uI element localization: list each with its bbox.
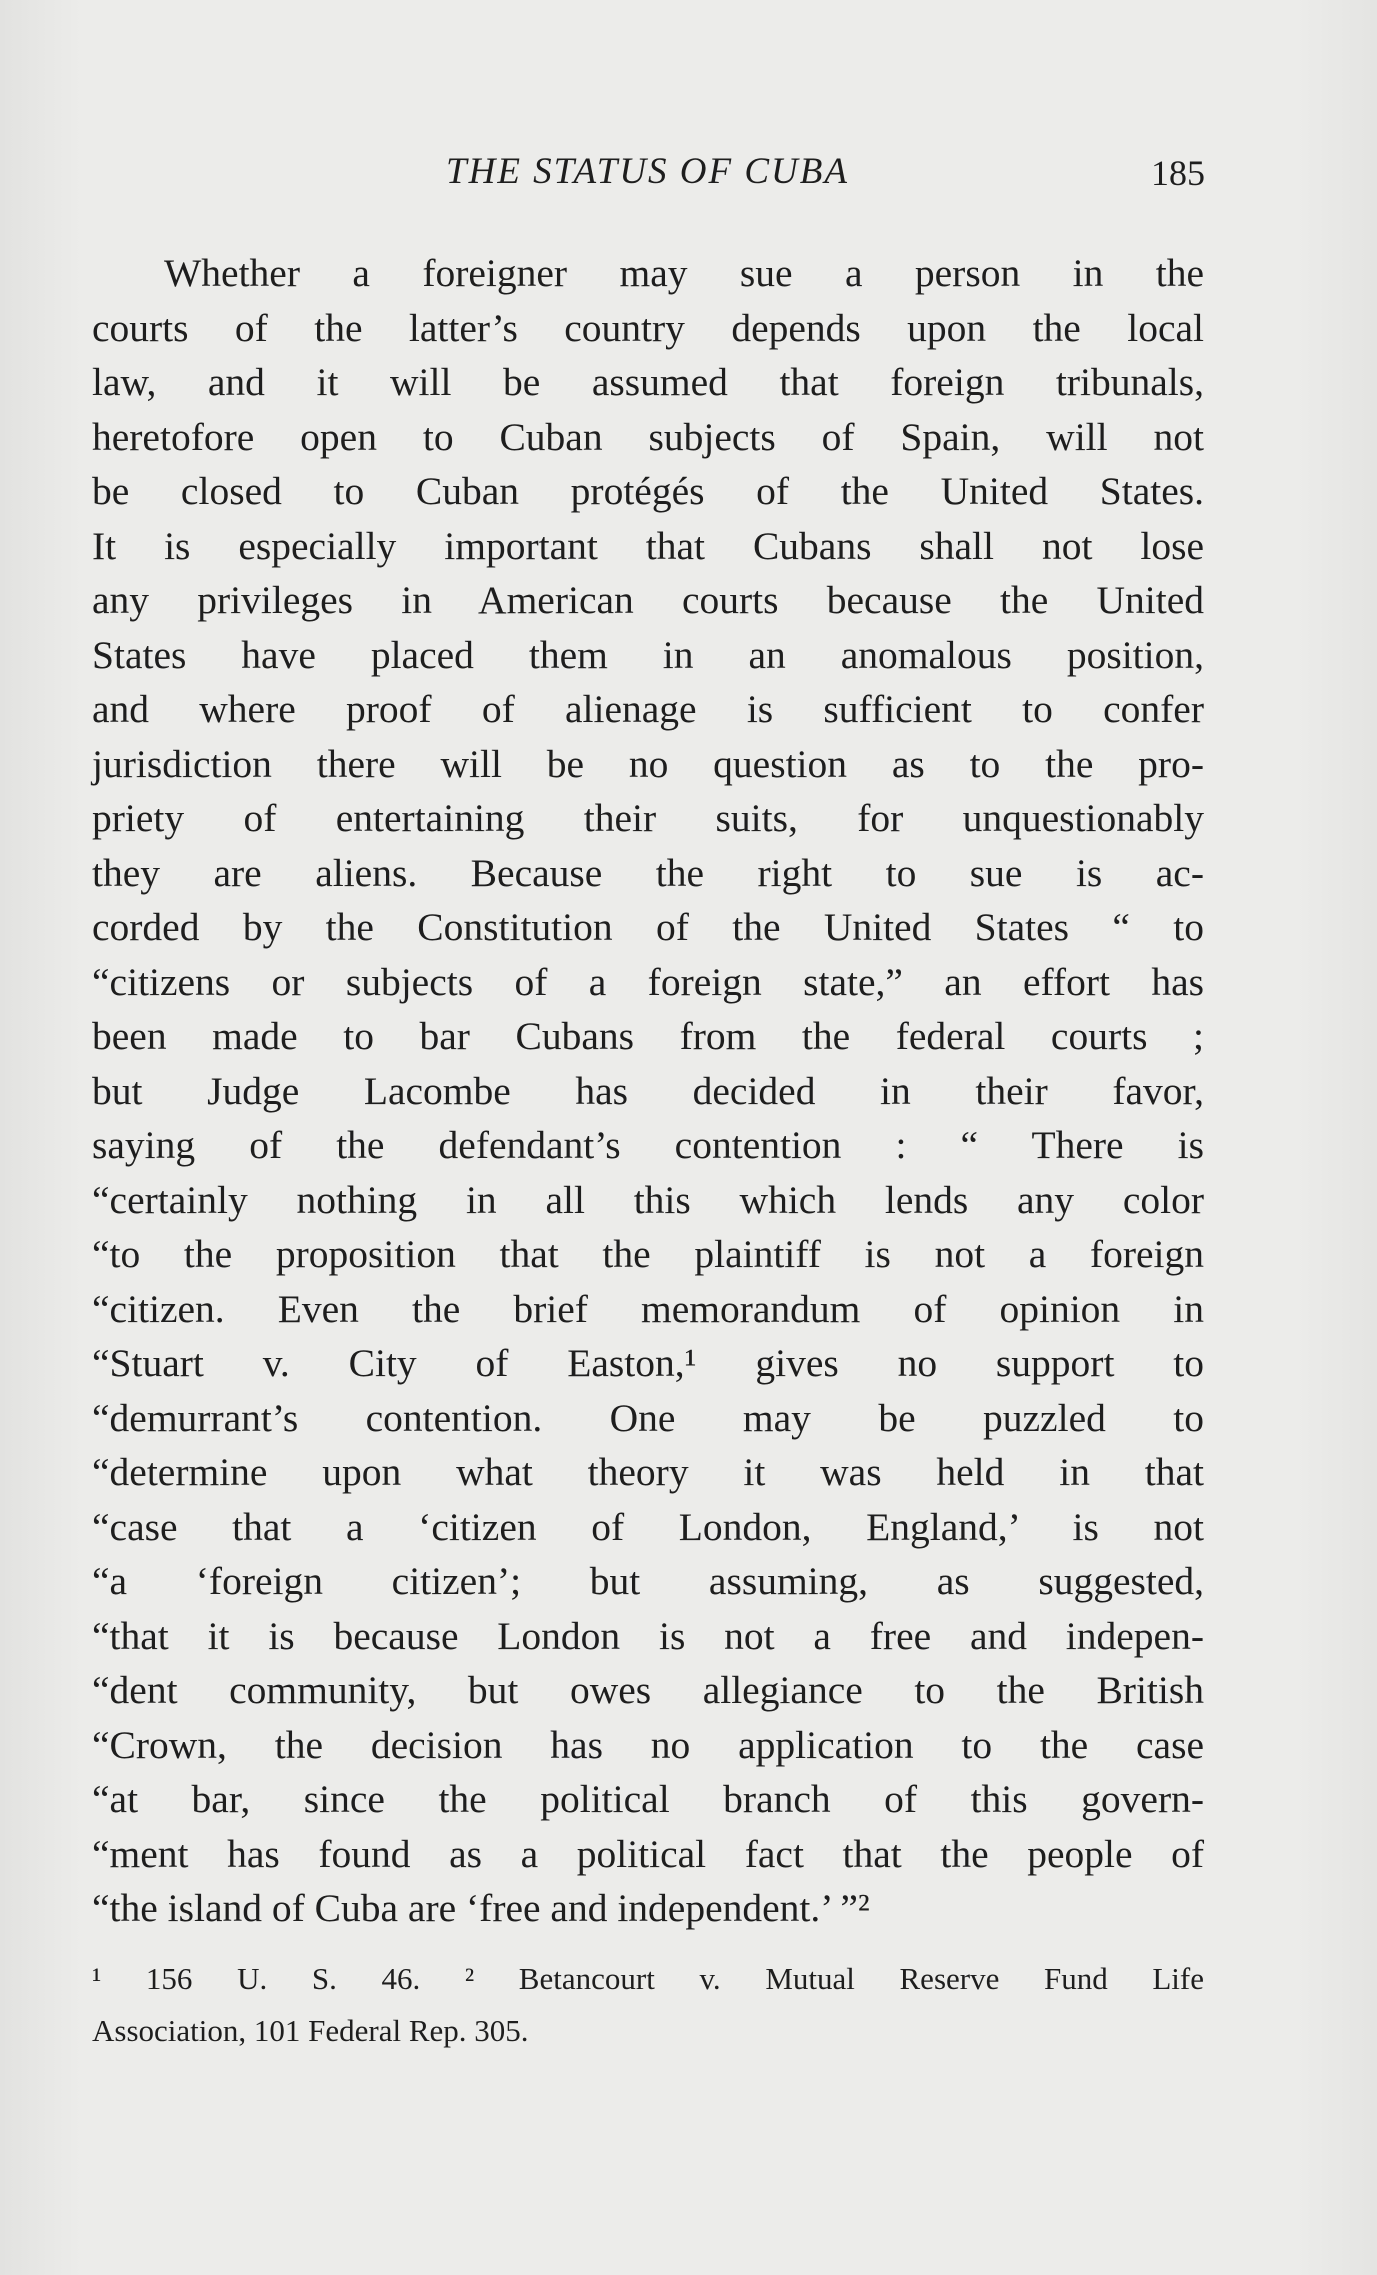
- text-line: “Crown, the decision has no application to the case: [92, 1722, 1204, 1767]
- footnotes: [92, 1953, 1204, 2057]
- running-title: THE STATUS OF CUBA: [446, 151, 849, 192]
- text-line: jurisdiction there will be no question as to the pro-: [92, 741, 1204, 786]
- text-line: “citizens or subjects of a foreign state,” an effort has: [92, 959, 1204, 1004]
- text-line: “to the proposition that the plaintiff is not a foreign: [92, 1232, 1204, 1276]
- text-line: corded by the Constitution of the United States “ to: [92, 905, 1204, 949]
- text-line: “at bar, since the political branch of this govern-: [92, 1777, 1204, 1821]
- text-line: “ment has found as a political fact that the people of: [92, 1831, 1204, 1876]
- text-line: “case that a ‘citizen of London, England,’ is not: [92, 1504, 1204, 1549]
- text-line: “Stuart v. City of Easton,¹ gives no support to: [92, 1341, 1204, 1385]
- text-line: “dent community, but owes allegiance to the British: [92, 1668, 1204, 1712]
- text-line: been made to bar Cubans from the federal courts ;: [92, 1014, 1204, 1058]
- text-line: Whether a foreigner may sue a person in the: [164, 251, 1204, 295]
- body-paragraph: [92, 246, 1204, 1936]
- text-line: but Judge Lacombe has decided in their favor,: [92, 1068, 1204, 1113]
- text-line: “determine upon what theory it was held in that: [92, 1450, 1204, 1494]
- text-line: and where proof of alienage is sufficient to confer: [92, 687, 1204, 731]
- text-line: “that it is because London is not a free and indepen-: [92, 1613, 1204, 1658]
- footnote-line: Association, 101 Federal Rep. 305.: [92, 2013, 529, 2048]
- text-line: any privileges in American courts because the United: [92, 578, 1204, 622]
- text-line: law, and it will be assumed that foreign tribunals,: [92, 360, 1204, 404]
- text-line: “citizen. Even the brief memorandum of opinion in: [92, 1286, 1204, 1331]
- text-line: “the island of Cuba are ‘free and independent.’ ”²: [92, 1886, 870, 1930]
- text-line: States have placed them in an anomalous position,: [92, 632, 1204, 677]
- text-line: It is especially important that Cubans shall not lose: [92, 523, 1204, 568]
- footnote-line: ¹ 156 U. S. 46. ² Betancourt v. Mutual Reserve Fund Life: [92, 1961, 1204, 1996]
- text-line: they are aliens. Because the right to sue is ac-: [92, 850, 1204, 895]
- text-line: priety of entertaining their suits, for unquestionably: [92, 796, 1204, 840]
- text-line: “certainly nothing in all this which lends any color: [92, 1177, 1204, 1222]
- text-line: saying of the defendant’s contention : “ There is: [92, 1123, 1204, 1167]
- page-number: 185: [1151, 153, 1205, 193]
- text-line: “demurrant’s contention. One may be puzzled to: [92, 1395, 1204, 1440]
- running-head: [90, 150, 1205, 200]
- text-line: be closed to Cuban protégés of the United States.: [92, 469, 1204, 513]
- text-line: “a ‘foreign citizen’; but assuming, as suggested,: [92, 1559, 1204, 1603]
- text-line: heretofore open to Cuban subjects of Spain, will not: [92, 414, 1204, 459]
- text-line: courts of the latter’s country depends upon the local: [92, 305, 1204, 350]
